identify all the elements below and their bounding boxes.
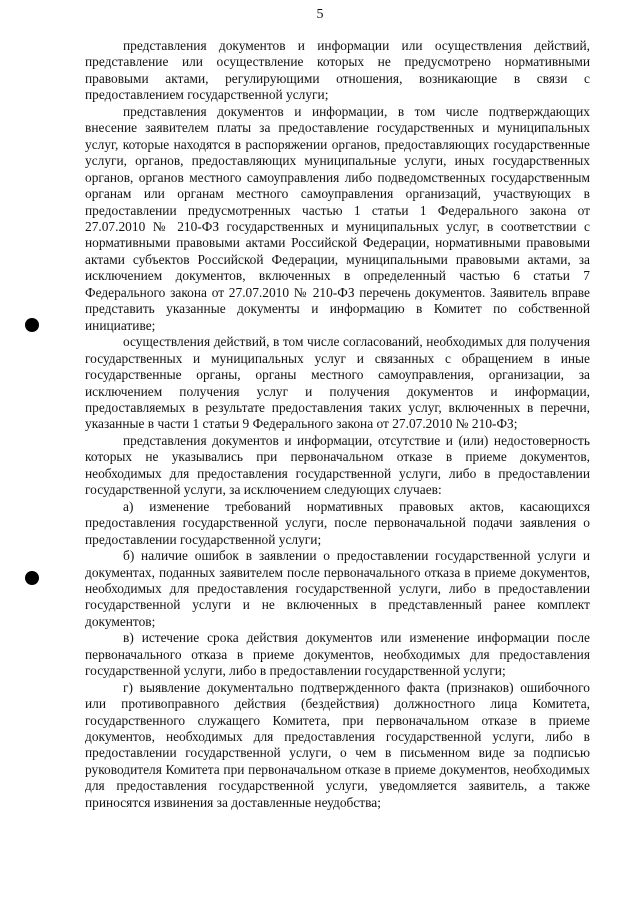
hole-punch-mark [25, 318, 39, 332]
paragraph: представления документов и информации, отсутствие и (или) недостоверность которых не указывались при первоначальном отказе в приеме документов, необходимых для предоставления государственной услуги, либо в предоставлении государственной услуги, за исключением следующих случаев: [85, 432, 590, 498]
paragraph: представления документов и информации, в том числе подтверждающих внесение заявителем платы за предоставление государственных и муниципальных услуг, которые находятся в распоряжении органов, предоставляющих государственные услуги, органов, предоставляющих муниципальные услуги, иных государственных органов, органов местного самоуправления либо подведомственных государственным органам или органам местного самоуправления организаций, участвующих в предоставлении предусмотренных частью 1 статьи 1 Федерального закона от 27.07.2010 № 210-ФЗ государственных и муниципальных услуг, в соответствии с нормативными правовыми актами Российской Федерации, нормативными правовыми актами субъектов Российской Федерации, муниципальными правовыми актами, за исключением документов, включенных в определенный частью 6 статьи 7 Федерального закона от 27.07.2010 № 210-ФЗ перечень документов. Заявитель вправе представить указанные документы и информацию в Комитет по собственной инициативе; [85, 103, 590, 333]
paragraph: представления документов и информации или осуществления действий, представление или осуществление которых не предусмотрено нормативными правовыми актами, регулирующими отношения, возникающие в связи с предоставлением государственной услуги; [85, 38, 590, 103]
page-number: 5 [316, 7, 324, 22]
hole-punch-mark [25, 571, 39, 585]
paragraph: б) наличие ошибок в заявлении о предоставлении государственной услуги и документах, поданных заявителем после первоначального отказа в приеме документов, необходимых для предоставления государственной услуги, либо в предоставлении государственной услуги и не включенных в представленный ранее комплект документов; [85, 548, 590, 629]
paragraph: г) выявление документально подтвержденного факта (признаков) ошибочного или противоправного действия (бездействия) должностного лица Комитета, государственного служащего Комитета, при первоначальном отказе в приеме документов, необходимых для предоставления государственной услуги, либо в предоставлении государственной услуги, о чем в письменном виде за подписью руководителя Комитета при первоначальном отказе в приеме документов, необходимых для предоставления государственной услуги, уведомляется заявитель, а также приносятся извинения за доставленные неудобства; [85, 679, 590, 810]
paragraph: осуществления действий, в том числе согласований, необходимых для получения государственных и муниципальных услуг и связанных с обращением в иные государственные органы, органы местного самоуправления, организации, за исключением получения услуг и получения документов и информации, предоставляемых в результате предоставления таких услуг, включенных в перечни, указанные в части 1 статьи 9 Федерального закона от 27.07.2010 № 210-ФЗ; [85, 334, 590, 432]
document-body [85, 38, 590, 811]
paragraph: а) изменение требований нормативных правовых актов, касающихся предоставления государственной услуги, после первоначальной подачи заявления о предоставлении государственной услуги; [85, 498, 590, 547]
paragraph: в) истечение срока действия документов или изменение информации после первоначального отказа в приеме документов, необходимых для предоставления государственной услуги, либо в предоставлении государственной услуги; [85, 630, 590, 679]
